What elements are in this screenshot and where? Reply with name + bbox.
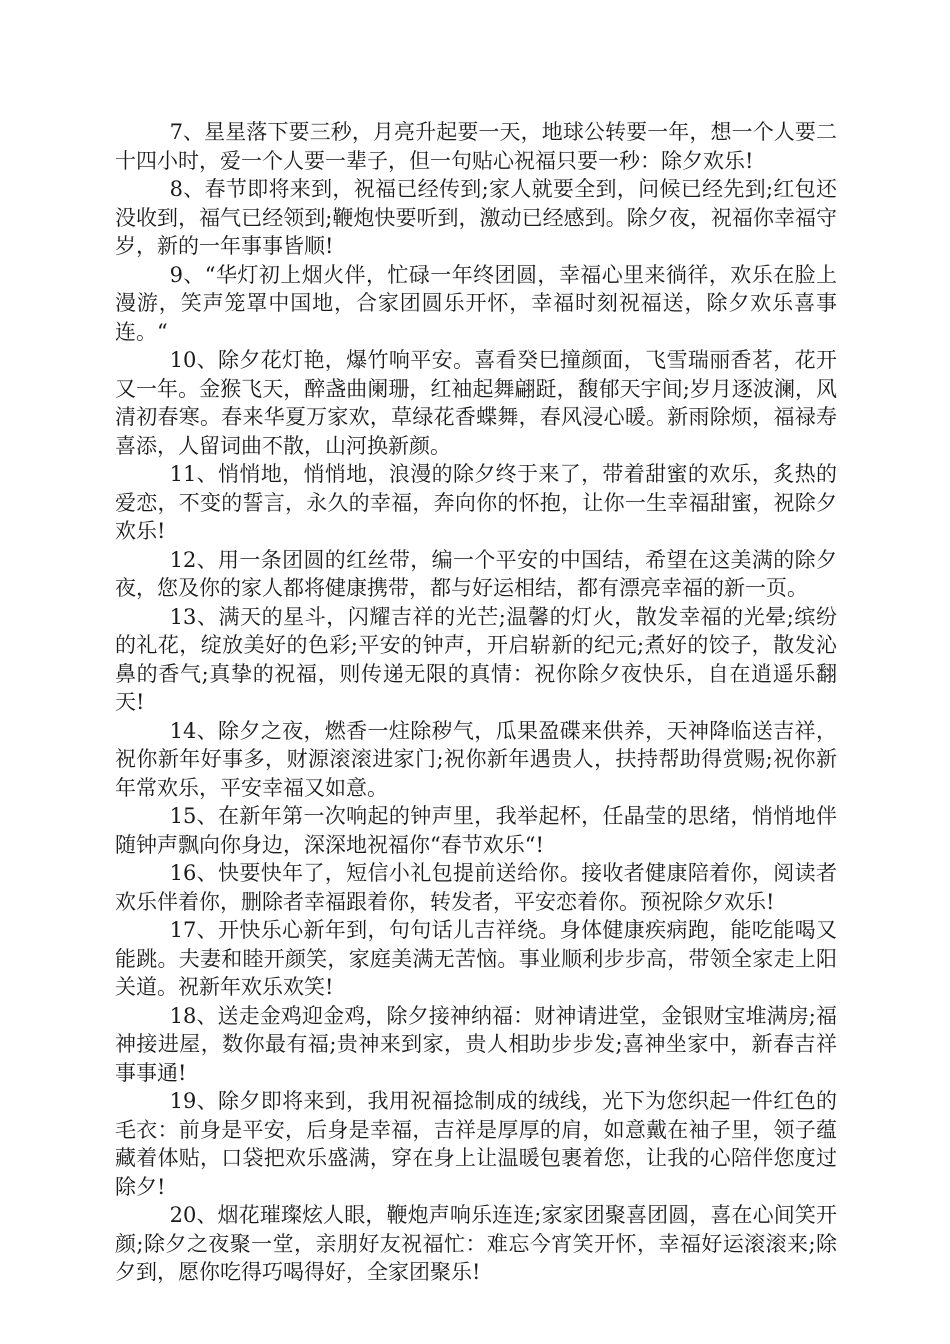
document-body	[115, 118, 837, 1287]
paragraph-15: 15、在新年第一次响起的钟声里，我举起杯，任晶莹的思绪，悄悄地伴随钟声飘向你身边，深深地祝福你“春节欢乐“!	[115, 804, 837, 857]
paragraph-12: 12、用一条团圆的红丝带，编一个平安的中国结，希望在这美满的除夕夜，您及你的家人都将健康携带，都与好运相结，都有漂亮幸福的新一页。	[115, 547, 837, 600]
paragraph-19: 19、除夕即将来到，我用祝福捻制成的绒线，光下为您织起一件红色的毛衣：前身是平安，后身是幸福，吉祥是厚厚的肩，如意戴在袖子里，领子蕴藏着体贴，口袋把欢乐盛满，穿在身上让温暖包裹着您，让我的心陪伴您度过除夕!	[115, 1089, 837, 1199]
paragraph-8: 8、春节即将来到，祝福已经传到;家人就要全到，问候已经先到;红包还没收到，福气已经领到;鞭炮快要听到，激动已经感到。除夕夜，祝福你幸福守岁，新的一年事事皆顺!	[115, 177, 837, 258]
paragraph-17: 17、开快乐心新年到，句句话儿吉祥绕。身体健康疾病跑，能吃能喝又能跳。夫妻和睦开颜笑，家庭美满无苦恼。事业顺利步步高，带领全家走上阳关道。祝新年欢乐欢笑!	[115, 918, 837, 999]
paragraph-18: 18、送走金鸡迎金鸡，除夕接神纳福：财神请进堂，金银财宝堆满房;福神接进屋，数你最有福;贵神来到家，贵人相助步步发;喜神坐家中，新春吉祥事事通!	[115, 1003, 837, 1085]
paragraph-9: 9、“华灯初上烟火伴，忙碌一年终团圆，幸福心里来徜徉，欢乐在脸上漫游，笑声笼罩中国地，合家团圆乐开怀，幸福时刻祝福送，除夕欢乐喜事连。“	[115, 262, 837, 344]
paragraph-11: 11、悄悄地，悄悄地，浪漫的除夕终于来了，带着甜蜜的欢乐，炙热的爱恋，不变的誓言，永久的幸福，奔向你的怀抱，让你一生幸福甜蜜，祝除夕欢乐!	[115, 462, 837, 543]
paragraph-14: 14、除夕之夜，燃香一炷除秽气，瓜果盈碟来供养，天神降临送吉祥，祝你新年好事多，财源滚滚进家门;祝你新年遇贵人，扶持帮助得赏赐;祝你新年常欢乐，平安幸福又如意。	[115, 718, 837, 800]
paragraph-20: 20、烟花璀璨炫人眼，鞭炮声响乐连连;家家团聚喜团圆，喜在心间笑开颜;除夕之夜聚一堂，亲朋好友祝福忙：难忘今宵笑开怀，幸福好运滚滚来;除夕到，愿你吃得巧喝得好，全家团聚乐!	[115, 1203, 837, 1284]
paragraph-16: 16、快要快年了，短信小礼包提前送给你。接收者健康陪着你，阅读者欢乐伴着你，删除者幸福跟着你，转发者，平安恋着你。预祝除夕欢乐!	[115, 861, 837, 914]
paragraph-10: 10、除夕花灯艳，爆竹响平安。喜看癸巳撞颜面，飞雪瑞丽香茗，花开又一年。金猴飞天，醉盏曲阑珊，红袖起舞翩跹，馥郁天宇间;岁月逐波澜，风清初春寒。春来华夏万家欢，草绿花香蝶舞，春风浸心暖。新雨除烦，福禄寿喜添，人留词曲不散，山河换新颜。	[115, 348, 837, 458]
paragraph-13: 13、满天的星斗，闪耀吉祥的光芒;温馨的灯火，散发幸福的光晕;缤纷的礼花，绽放美好的色彩;平安的钟声，开启崭新的纪元;煮好的饺子，散发沁鼻的香气;真挚的祝福，则传递无限的真情：祝你除夕夜快乐，自在逍遥乐翻天!	[115, 604, 837, 714]
paragraph-7: 7、星星落下要三秒，月亮升起要一天，地球公转要一年，想一个人要二十四小时，爱一个人要一辈子，但一句贴心祝福只要一秒：除夕欢乐!	[115, 120, 837, 173]
